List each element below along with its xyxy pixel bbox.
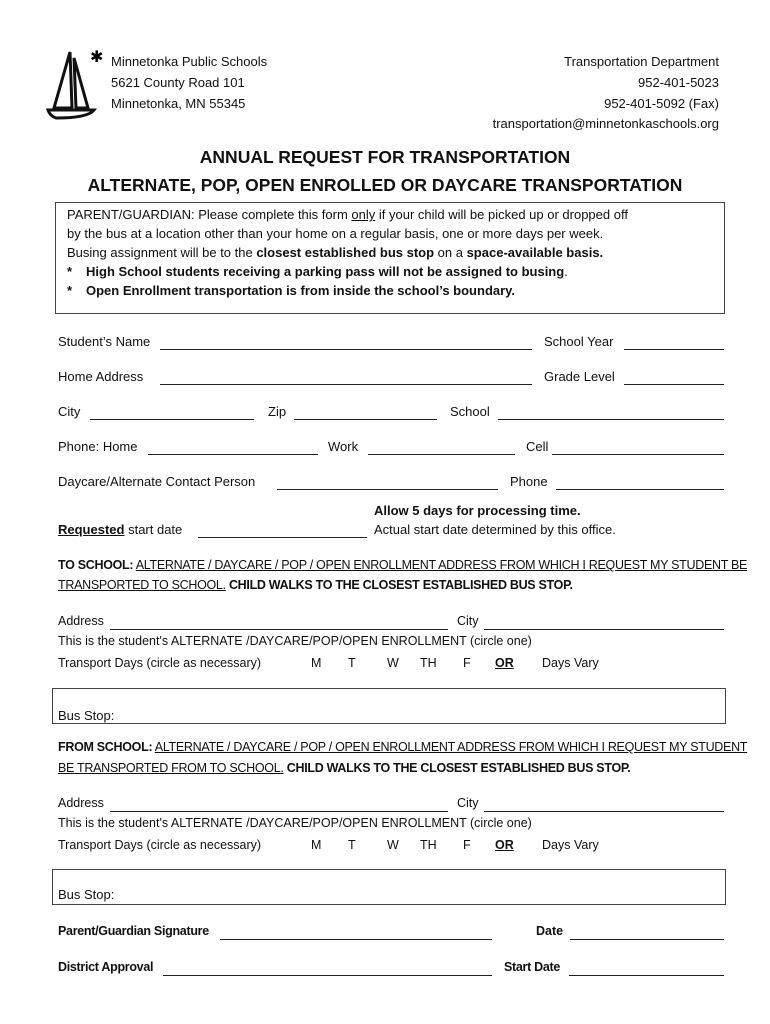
school-field[interactable] — [498, 419, 724, 420]
to-school-heading-line2 — [58, 578, 573, 592]
cell-label: Cell — [526, 439, 549, 454]
daycare-contact-field[interactable] — [277, 489, 498, 490]
to-school-bus-stop-box[interactable] — [52, 688, 726, 724]
parent-signature-label: Parent/Guardian Signature — [58, 924, 209, 938]
notice-bullet2: Open Enrollment transportation is from inside the school’s boundary. — [86, 283, 516, 298]
dept-fax: 952-401-5092 (Fax) — [604, 96, 719, 111]
from-school-address-field[interactable] — [110, 811, 448, 812]
notice-text: Busing assignment will be to the — [67, 245, 257, 260]
from-school-heading-line1 — [58, 740, 747, 754]
phone-home-field[interactable] — [148, 454, 318, 455]
grade-level-field[interactable] — [624, 384, 724, 385]
to-school-label: TO SCHOOL: — [58, 558, 134, 572]
dept-email[interactable]: transportation@minnetonkaschools.org — [492, 116, 719, 131]
sailboat-logo-icon — [44, 46, 104, 120]
from-school-day-t[interactable]: T — [348, 838, 356, 852]
notice-bold: space-available basis. — [466, 245, 604, 260]
district-approval-field[interactable] — [163, 975, 492, 976]
org-address-line1: 5621 County Road 101 — [111, 75, 245, 90]
actual-start-note: Actual start date determined by this office. — [374, 522, 616, 537]
school-label: School — [450, 404, 490, 419]
org-name: Minnetonka Public Schools — [111, 54, 268, 69]
to-school-address-label: Address — [58, 614, 104, 628]
from-school-transport-days-label: Transport Days (circle as necessary) — [58, 838, 262, 852]
to-school-walks: CHILD WALKS TO THE CLOSEST ESTABLISHED BUS STOP. — [228, 578, 573, 592]
from-school-day-f[interactable]: F — [463, 838, 471, 852]
processing-time-note: Allow 5 days for processing time. — [374, 503, 581, 518]
from-school-city-label: City — [457, 796, 479, 810]
dept-name: Transportation Department — [564, 54, 719, 69]
to-school-days-vary[interactable]: Days Vary — [542, 656, 599, 670]
daycare-phone-field[interactable] — [556, 489, 724, 490]
notice-bullet1 — [86, 264, 568, 279]
from-school-heading-line2 — [58, 761, 630, 775]
from-school-day-th[interactable]: TH — [420, 838, 437, 852]
bullet-text: . — [564, 264, 568, 279]
requested-start-label — [58, 522, 182, 537]
school-year-label: School Year — [544, 334, 614, 349]
from-school-day-m[interactable]: M — [311, 838, 322, 852]
to-school-heading-line1 — [58, 558, 747, 572]
page-title: ANNUAL REQUEST FOR TRANSPORTATION — [199, 147, 571, 167]
cell-field[interactable] — [552, 454, 724, 455]
bullet-mark: * — [67, 283, 73, 298]
requested-word: Requested — [58, 522, 125, 537]
notice-text: if your child will be picked up or dropped off — [375, 207, 628, 222]
to-school-or: OR — [495, 656, 514, 670]
students-name-label: Student’s Name — [58, 334, 151, 349]
from-school-text: ALTERNATE / DAYCARE / POP / OPEN ENROLLMENT ADDRESS FROM WHICH I REQUEST MY STUDENT — [154, 740, 748, 754]
school-year-field[interactable] — [624, 349, 724, 350]
from-school-day-w[interactable]: W — [387, 838, 399, 852]
to-school-day-f[interactable]: F — [463, 656, 471, 670]
phone-home-label: Phone: Home — [58, 439, 138, 454]
notice-only: only — [351, 207, 376, 222]
to-school-day-w[interactable]: W — [387, 656, 399, 670]
notice-line3 — [67, 245, 603, 260]
daycare-phone-label: Phone — [510, 474, 548, 489]
to-school-city-field[interactable] — [484, 629, 724, 630]
district-start-date-label: Start Date — [504, 960, 561, 974]
from-school-bus-stop-box[interactable] — [52, 869, 726, 905]
notice-text: on a — [434, 245, 467, 260]
grade-level-label: Grade Level — [544, 369, 615, 384]
svg-text:✱: ✱ — [90, 47, 104, 66]
work-label: Work — [328, 439, 359, 454]
from-school-days-vary[interactable]: Days Vary — [542, 838, 599, 852]
dept-phone: 952-401-5023 — [638, 75, 719, 90]
signature-date-label: Date — [536, 924, 564, 938]
org-address-line2: Minnetonka, MN 55345 — [111, 96, 246, 111]
to-school-address-field[interactable] — [110, 629, 448, 630]
from-school-city-field[interactable] — [484, 811, 724, 812]
to-school-text: TRANSPORTED TO SCHOOL. — [58, 578, 226, 592]
from-school-bus-stop-label: Bus Stop: — [58, 887, 115, 902]
to-school-city-label: City — [457, 614, 479, 628]
from-school-circle-note: This is the student's ALTERNATE /DAYCARE/POP/OPEN ENROLLMENT (circle one) — [58, 816, 532, 830]
from-school-address-label: Address — [58, 796, 104, 810]
district-start-date-field[interactable] — [569, 975, 724, 976]
zip-label: Zip — [268, 404, 287, 419]
district-approval-label: District Approval — [58, 960, 154, 974]
start-date-word: start date — [124, 522, 183, 537]
page-subtitle: ALTERNATE, POP, OPEN ENROLLED OR DAYCARE TRANSPORTATION — [87, 175, 683, 195]
bullet-text: High School students receiving a parking pass will not be assigned to busing — [86, 264, 565, 279]
to-school-day-th[interactable]: TH — [420, 656, 437, 670]
from-school-or: OR — [495, 838, 514, 852]
to-school-day-t[interactable]: T — [348, 656, 356, 670]
from-school-text: BE TRANSPORTED FROM TO SCHOOL. — [58, 761, 284, 775]
notice-text: PARENT/GUARDIAN: Please complete this form — [67, 207, 352, 222]
from-school-label: FROM SCHOOL: — [58, 740, 153, 754]
requested-start-field[interactable] — [198, 537, 367, 538]
to-school-transport-days-label: Transport Days (circle as necessary) — [58, 656, 262, 670]
to-school-text: ALTERNATE / DAYCARE / POP / OPEN ENROLLMENT ADDRESS FROM WHICH I REQUEST MY STUDENT BE — [135, 558, 748, 572]
zip-field[interactable] — [294, 419, 437, 420]
from-school-walks: CHILD WALKS TO THE CLOSEST ESTABLISHED BUS STOP. — [286, 761, 631, 775]
to-school-day-m[interactable]: M — [311, 656, 322, 670]
work-field[interactable] — [368, 454, 515, 455]
daycare-contact-label: Daycare/Alternate Contact Person — [58, 474, 256, 489]
signature-date-field[interactable] — [570, 939, 724, 940]
notice-line1 — [67, 207, 628, 222]
home-address-label: Home Address — [58, 369, 144, 384]
to-school-circle-note: This is the student's ALTERNATE /DAYCARE/POP/OPEN ENROLLMENT (circle one) — [58, 634, 532, 648]
students-name-field[interactable] — [160, 349, 532, 350]
notice-line2: by the bus at a location other than your home on a regular basis, one or more days per week. — [67, 226, 604, 241]
bullet-mark: * — [67, 264, 73, 279]
home-address-field[interactable] — [160, 384, 532, 385]
notice-bold: closest established bus stop — [256, 245, 435, 260]
to-school-bus-stop-label: Bus Stop: — [58, 708, 115, 723]
parent-signature-field[interactable] — [220, 939, 492, 940]
city-label: City — [58, 404, 81, 419]
city-field[interactable] — [90, 419, 254, 420]
